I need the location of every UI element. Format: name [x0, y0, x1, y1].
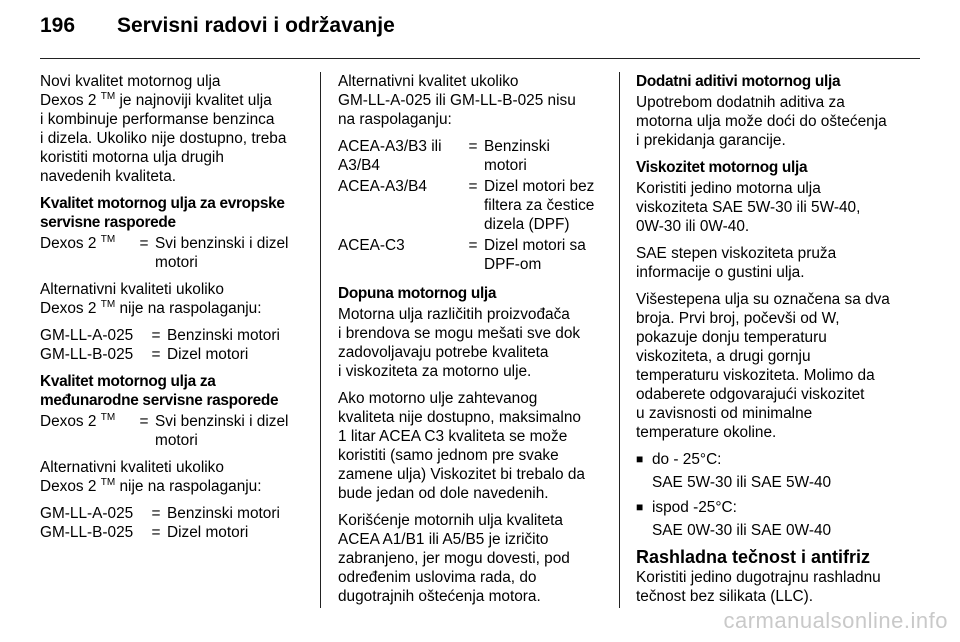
list-item: ■ ispod -25°C:	[636, 499, 737, 516]
dexos-row-european: Dexos 2 ™ = Svi benzinski i dizel motori	[40, 234, 289, 271]
column-3	[636, 72, 908, 614]
list-item: ■ do - 25°C:	[636, 451, 722, 468]
page-title: Servisni radovi i održavanje	[117, 14, 395, 37]
coolant-paragraph: Koristiti jedino dugotrajnu rashladnu tečnost bez silikata (LLC).	[636, 569, 881, 605]
heading-european-service: Kvalitet motornog ulja za evropske servisne rasporede	[40, 195, 285, 231]
heading-coolant: Rashladna tečnost i antifriz	[636, 547, 871, 567]
heading-international-service: Kvalitet motornog ulja za međunarodne servisne rasporede	[40, 373, 279, 409]
column-1	[40, 72, 302, 550]
table-row: ACEA-A3/B3 ili A3/B4 = Benzinski motori	[338, 138, 550, 174]
table-row: ACEA-C3 = Dizel motori sa DPF-om	[338, 237, 586, 273]
alternative-paragraph-international: Alternativni kvaliteti ukoliko Dexos 2 ™ nije na raspolaganju:	[40, 459, 262, 495]
table-row: GM-LL-B-025 = Dizel motori	[40, 524, 249, 541]
dexos-row-international: Dexos 2 ™ = Svi benzinski i dizel motori	[40, 412, 289, 449]
gm-table-european	[40, 326, 302, 364]
acea-table	[338, 137, 604, 274]
list-item-value: SAE 5W-30 ili SAE 5W-40	[652, 474, 832, 491]
table-row: ACEA-A3/B4 = Dizel motori bez filtera za čestice dizela (DPF)	[338, 178, 595, 233]
list-item-value: SAE 0W-30 ili SAE 0W-40	[652, 522, 832, 539]
page-header	[40, 14, 920, 54]
gm-table-international	[40, 504, 302, 542]
table-row: GM-LL-B-025 = Dizel motori	[40, 346, 249, 363]
watermark: carmanualsonline.info	[723, 608, 948, 633]
heading-oil-topup: Dopuna motornog ulja	[338, 285, 497, 302]
viscosity-paragraph: Koristiti jedino motorna ulja viskoziteta SAE 5W-30 ili 5W-40, 0W-30 ili 0W-40.	[636, 180, 861, 235]
topup-paragraph-1: Motorna ulja različitih proizvođača i brendova se mogu mešati sve dok zadovoljavaju potrebe kvaliteta i viskoziteta za motorno ulje.	[338, 306, 581, 380]
heading-viscosity: Viskozitet motornog ulja	[636, 159, 808, 176]
header-rule	[40, 58, 920, 59]
column-2	[338, 72, 604, 614]
page-number: 196	[40, 14, 76, 37]
additives-paragraph: Upotrebom dodatnih aditiva za motorna ulja može doći do oštećenja i prekidanja garancije.	[636, 94, 887, 149]
bullet-square-icon: ■	[636, 452, 644, 466]
trademark: TM	[100, 91, 116, 102]
topup-paragraph-2: Ako motorno ulje zahtevanog kvaliteta nije dostupno, maksimalno 1 litar ACEA C3 kvaliteta se može koristiti (samo jednom pre svake zamene ulja) Viskozitet bi trebalo da bude jedan od dole navedenih.	[338, 390, 585, 502]
bullet-square-icon: ■	[636, 500, 644, 514]
table-row: GM-LL-A-025 = Benzinski motori	[40, 327, 280, 344]
heading-additives: Dodatni aditivi motornog ulja	[636, 73, 841, 90]
sae-paragraph: SAE stepen viskoziteta pruža informacije o gustini ulja.	[636, 245, 837, 281]
column-divider-2	[619, 72, 620, 608]
multigrade-paragraph: Višestepena ulja su označena sa dva broja. Prvi broj, počevši od W, pokazuje donju temperaturu viskoziteta, a drugi gornju temperaturu viskoziteta. Molimo da odaberete odgovarajući viskozitet u zavisnosti od minimalne temperature okoline.	[636, 291, 890, 441]
intro-paragraph: Novi kvalitet motornog ulja Dexos 2 ™ je najnoviji kvalitet ulja i kombinuje performanse benzinca i dizela. Ukoliko nije dostupno, treba koristiti motorna ulja drugih navedenih kvaliteta.	[40, 73, 287, 185]
column-divider-1	[320, 72, 321, 608]
alternative-paragraph-european: Alternativni kvaliteti ukoliko Dexos 2 ™ nije na raspolaganju:	[40, 281, 262, 317]
acea-intro: Alternativni kvalitet ukoliko GM-LL-A-025 ili GM-LL-B-025 nisu na raspolaganju:	[338, 73, 576, 128]
topup-paragraph-3: Korišćenje motornih ulja kvaliteta ACEA A1/B1 ili A5/B5 je izričito zabranjeno, jer mogu dovesti, pod određenim uslovima rada, do dugotrajnih oštećenja motora.	[338, 512, 570, 605]
table-row: GM-LL-A-025 = Benzinski motori	[40, 505, 280, 522]
